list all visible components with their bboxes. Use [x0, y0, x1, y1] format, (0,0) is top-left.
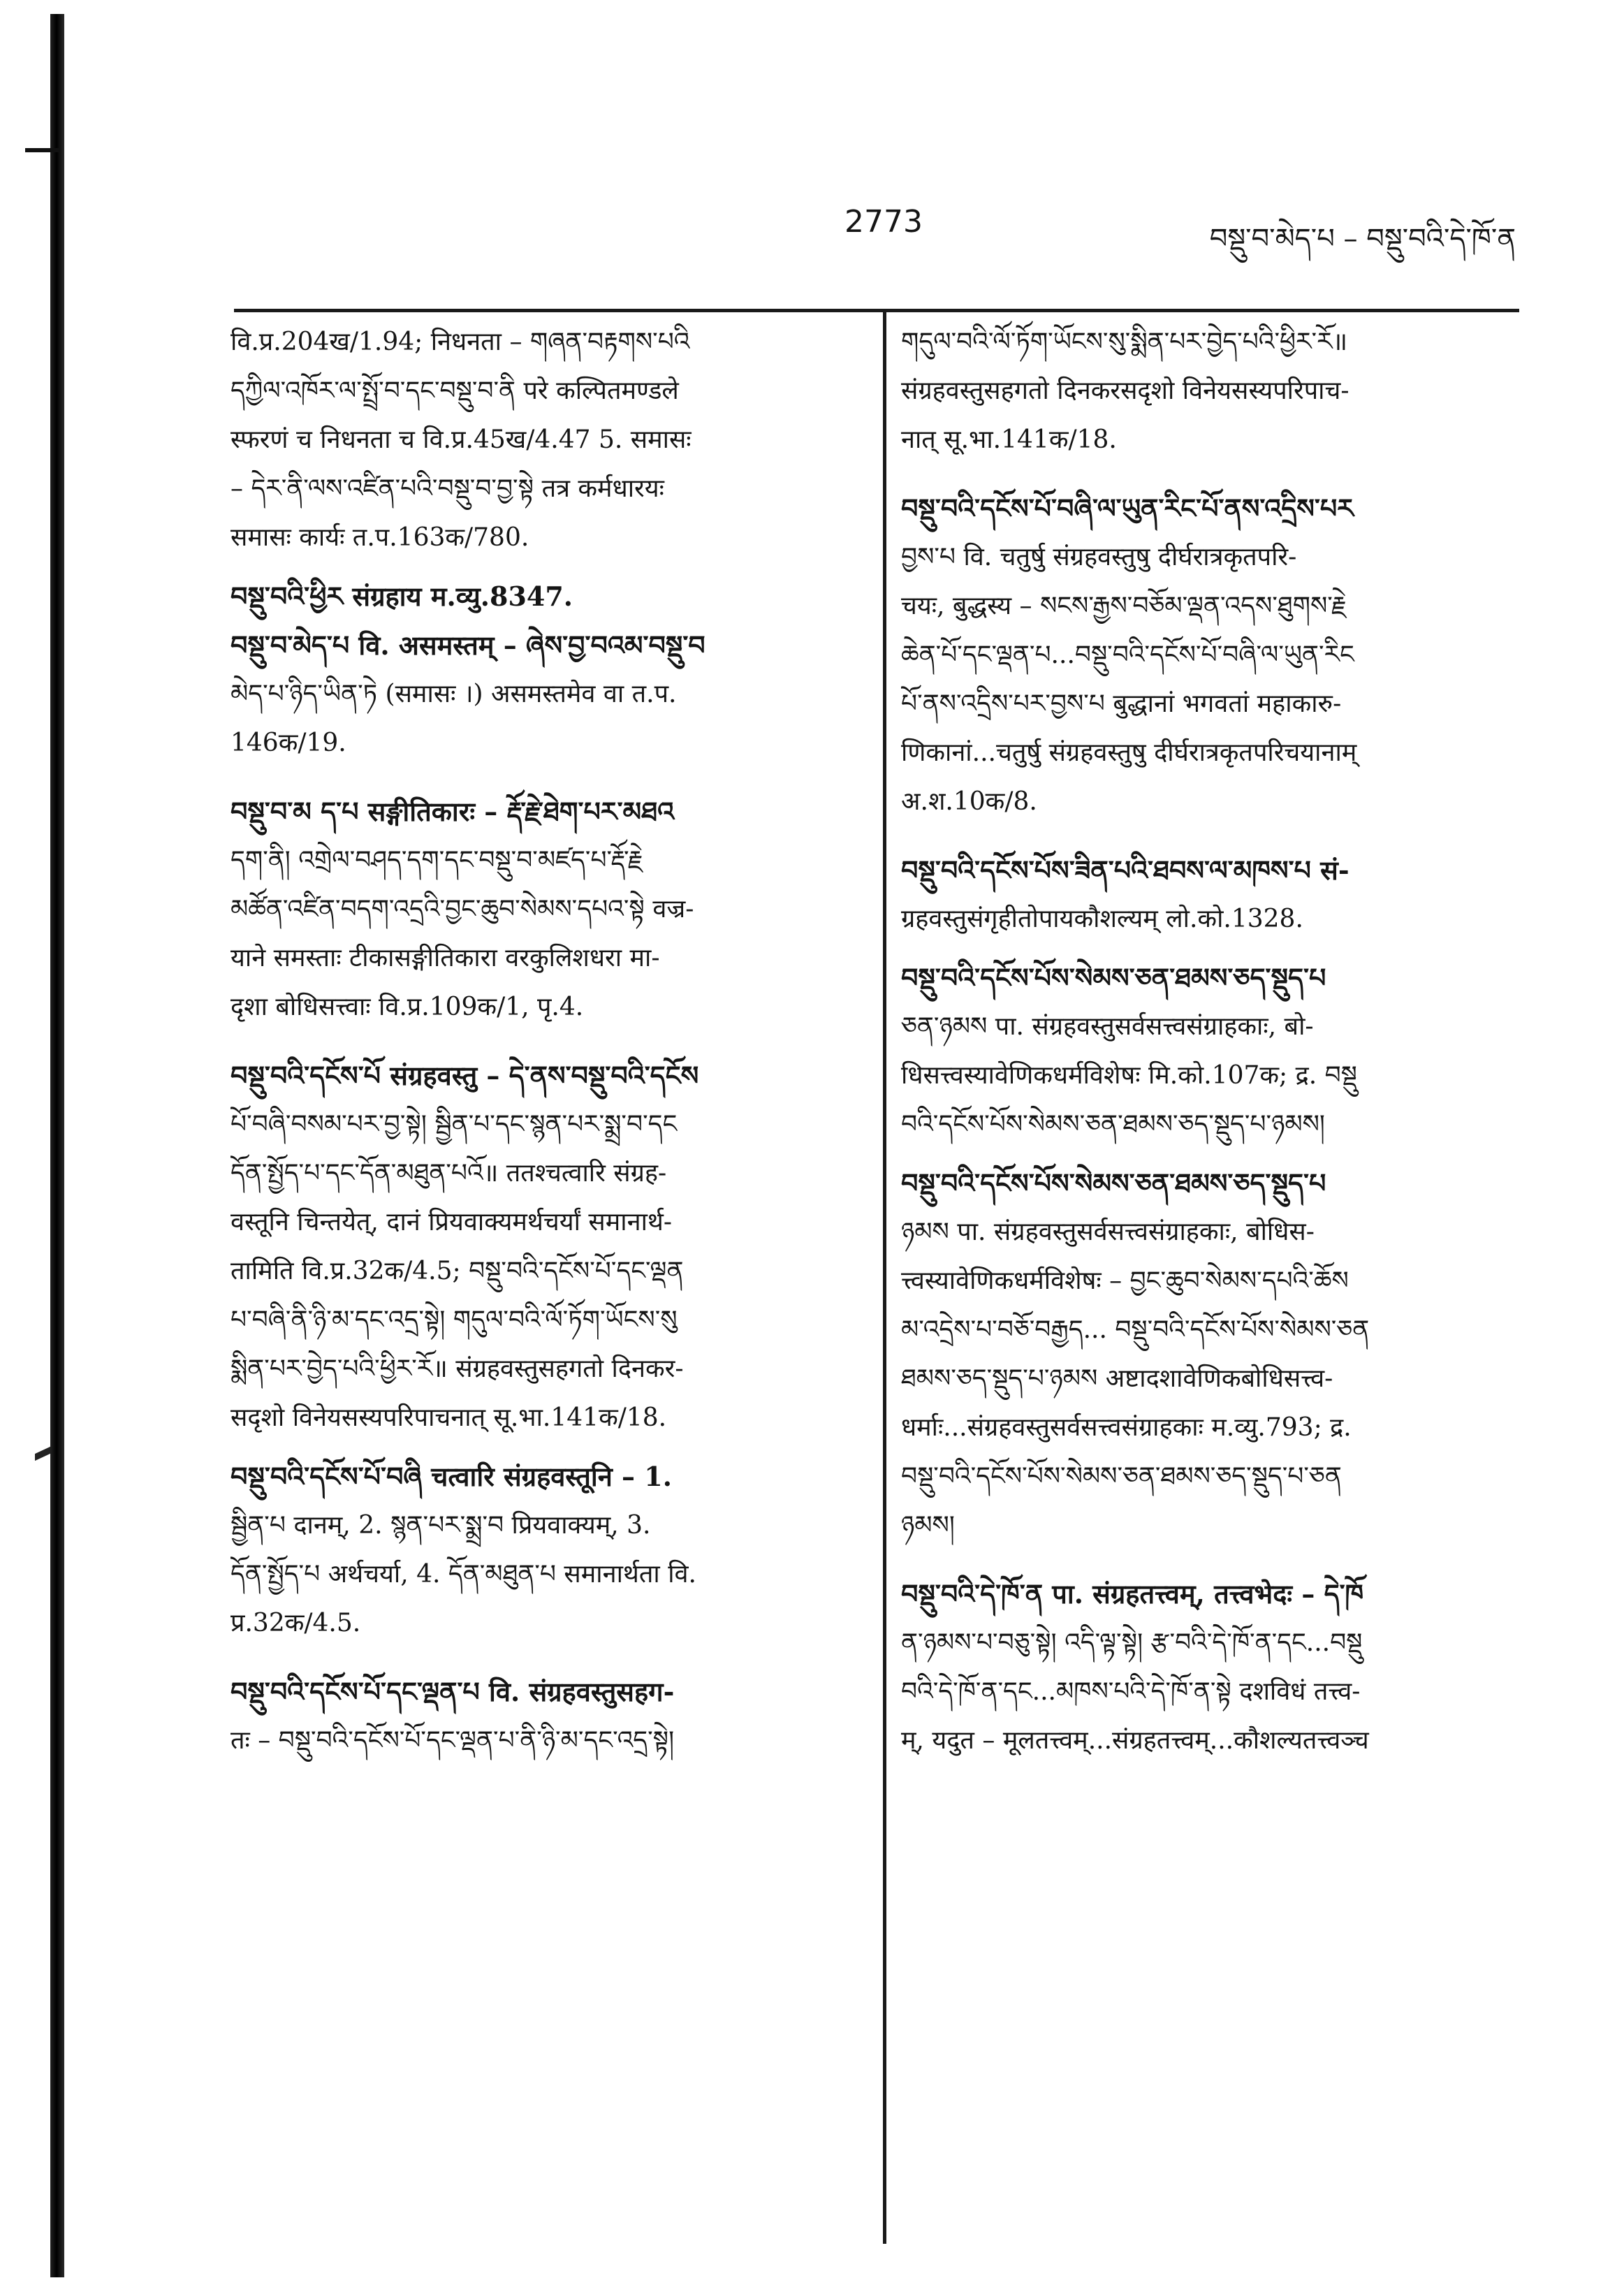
entry-line: याने समस्ताः टीकासङ्गीतिकारा वरकुलिशधरा मा- — [231, 944, 660, 972]
entry-line: वस्तूनि चिन्तयेत्, दानं प्रियवाक्यमर्थचर्यां समानार्थ- — [231, 1208, 673, 1236]
entry-line: ཉམས पा. संग्रहवस्तुसर्वसत्त्वसंग्राहकाः, बोधिस- — [901, 1218, 1315, 1246]
entry-line: नात् सू.भा.141क/18. — [901, 425, 1117, 454]
entry-line: समासः कार्यः त.प.163क/780. — [231, 523, 529, 552]
entry-line: དོན་སྤྱོད་པ་དང་དོན་མཐུན་པའོ॥ ततश्चत्वारि संग्रह- — [231, 1159, 667, 1188]
entry-line: བའི་དངོས་པོས་སེམས་ཅན་ཐམས་ཅད་སྡུད་པ་ཉམས། — [901, 1110, 1325, 1139]
entry-line: བའི་དེ་ཁོ་ན་དང...མཁས་པའི་དེ་ཁོ་ན་སྟེ दशविधं तत्त्व- — [901, 1677, 1361, 1706]
scan-margin-notch — [35, 1447, 50, 1461]
headword-line: བསྡུ་བའི་དངོས་པོས་ཟིན་པའི་ཐབས་ལ་མཁས་པ सं- — [901, 854, 1349, 886]
entry-line: त्त्वस्यावेणिकधर्मविशेषः – བྱང་ཆུབ་སེམས་དཔའི་ཆོས — [901, 1267, 1349, 1295]
left-column — [231, 318, 845, 1765]
entry-line: संग्रहवस्तुसहगतो दिनकरसदृशो विनेयसस्यपरिपाच- — [901, 377, 1349, 405]
entry-line: – དེར་ནི་ལས་འཛིན་པའི་བསྡུ་བ་བྱ་སྟེ तत्र कर्मधारयः — [231, 474, 664, 503]
entry-line: བསྡུ་བའི་དངོས་པོས་སེམས་ཅན་ཐམས་ཅད་སྡུད་པ་ཅན — [901, 1462, 1342, 1491]
entry-line: प्र.32क/4.5. — [231, 1609, 361, 1637]
entry-line: स्फरणं च निधनता च वि.प्र.45ख/4.47 5. समासः — [231, 425, 692, 454]
page-number: 2773 — [844, 204, 923, 240]
entry-line: धर्माः...संग्रहवस्तुसर्वसत्त्वसंग्राहकाः म.व्यु.793; द्र. — [901, 1413, 1352, 1442]
entry-line: म्, यदुत – मूलतत्त्वम्...संग्रहतत्त्वम्...कौशल्यतत्त्वञ्च — [901, 1726, 1369, 1755]
entry-line: གདུལ་བའི་ལོ་ཏོག་ཡོངས་སུ་སྨིན་པར་བྱེད་པའི་ཕྱིར་རོ॥ — [901, 328, 1348, 356]
right-column — [901, 318, 1516, 1765]
entry-line: སྦྱིན་པ दानम्, 2. སྙན་པར་སྨྲ་བ प्रियवाक्यम्, 3. — [231, 1511, 651, 1540]
entry-line: ཅན་ཉམས पा. संग्रहवस्तुसर्वसत्त्वसंग्राहकाः, बो- — [901, 1012, 1314, 1041]
entry-line: अ.श.10क/8. — [901, 787, 1037, 816]
entry-line: དག་ནི། འགྲེལ་བཤད་དག་དང་བསྡུ་བ་མཛད་པ་རྡོ་རྗེ — [231, 846, 643, 875]
entry-line: तः – བསྡུ་བའི་དངོས་པོ་དང་ལྡན་པ་ནི་ཉི་མ་དང་འདྲ་སྟེ། — [231, 1726, 675, 1755]
entry-line: दृशा बोधिसत्त्वाः वि.प्र.109क/1, पृ.4. — [231, 993, 584, 1021]
entry-line: णिकानां...चतुर्षु संग्रहवस्तुषु दीर्घरात्रकृतपरिचयानाम् — [901, 738, 1357, 767]
entry-line: བྱས་པ वि. चतुर्षु संग्रहवस्तुषु दीर्घरात्रकृतपरि- — [901, 543, 1297, 571]
entry-line: चयः, बुद्धस्य – སངས་རྒྱས་བཅོམ་ལྡན་འདས་ཐུགས་རྗེ — [901, 592, 1347, 620]
headword-line: བསྡུ་བ་མེད་པ वि. असमस्तम् – ཞེས་བྱ་བའམ་བསྡུ་བ — [231, 629, 705, 661]
entry-line: ग्रहवस्तुसंगृहीतोपायकौशल्यम् लो.को.1328. — [901, 905, 1303, 933]
headword-line: བསྡུ་བའི་དངོས་པོ་བཞི चत्वारि संग्रहवस्तूनि – 1. — [231, 1461, 672, 1492]
headword-line: བསྡུ་བའི་དངོས་པོ संग्रहवस्तु – དེ་ནས་བསྡུ་བའི་དངོས — [231, 1060, 699, 1091]
entry-line: ཆེན་པོ་དང་ལྡན་པ...བསྡུ་བའི་དངོས་པོ་བཞི་ལ་ཡུན་རིང — [901, 641, 1354, 669]
headword-line: བསྡུ་བའི་དངོས་པོས་སེམས་ཅན་ཐམས་ཅད་སྡུད་པ — [901, 962, 1326, 993]
entry-line: མ་འདྲེས་པ་བཅོ་བརྒྱད... བསྡུ་བའི་དངོས་པོས་སེམས་ཅན — [901, 1315, 1370, 1344]
header-rule — [234, 309, 1519, 312]
entry-line: 146क/19. — [231, 729, 346, 757]
entry-line: सदृशो विनेयसस्यपरिपाचनात् सू.भा.141क/18. — [231, 1403, 667, 1432]
column-divider — [883, 309, 886, 2244]
scan-margin-mark — [25, 148, 60, 152]
entry-line: པ་བཞི་ནི་ཉི་མ་དང་འདྲ་སྟེ། གདུལ་བའི་ལོ་ཏོག་ཡོངས་སུ — [231, 1306, 678, 1334]
entry-line: མེད་པ་ཉིད་ཡིན་ཏེ (समासः ।) असमस्तमेव वा त.प. — [231, 680, 677, 708]
entry-line: ཐམས་ཅད་སྡུད་པ་ཉམས अष्टादशावेणिकबोधिसत्त्व- — [901, 1364, 1333, 1393]
scan-binding-edge — [50, 14, 64, 2277]
headword-line: བསྡུ་བའི་དེ་ཁོ་ན पा. संग्रहतत्त्वम्, तत्त्वभेदः – དེ་ཁོ — [901, 1578, 1364, 1609]
headword-line: བསྡུ་བའི་དངོས་པོས་སེམས་ཅན་ཐམས་ཅད་སྡུད་པ — [901, 1167, 1326, 1199]
entry-line: वि.प्र.204ख/1.94; निधनता – གཞན་བརྟགས་པའི — [231, 328, 690, 356]
entry-line: ན་ཉམས་པ་བཅུ་སྟེ། འདི་ལྟ་སྟེ། རྩ་བའི་དེ་ཁོ་ན་དང...བསྡུ — [901, 1628, 1363, 1657]
headword-line: བསྡུ་བའི་ཕྱིར संग्रहाय म.व्यु.8347. — [231, 581, 573, 612]
entry-line: མཚོན་འཛིན་བདག་འདྲའི་བྱང་ཆུབ་སེམས་དཔའ་སྟེ वज्र- — [231, 895, 694, 924]
entry-line: तामिति वि.प्र.32क/4.5; བསྡུ་བའི་དངོས་པོ་དང་ལྡན — [231, 1257, 684, 1285]
entry-line: དཀྱིལ་འཁོར་ལ་སྤྲོ་བ་དང་བསྡུ་བ་ནི परे कल्पितमण्डले — [231, 377, 679, 405]
entry-line: སྨིན་པར་བྱེད་པའི་ཕྱིར་རོ॥ संग्रहवस्तुसहगतो दिनकर- — [231, 1355, 684, 1383]
entry-line: ཉམས། — [901, 1511, 955, 1540]
entry-line: धिसत्त्वस्यावेणिकधर्मविशेषः मि.को.107क; द्र. བསྡུ — [901, 1061, 1357, 1090]
headword-line: བསྡུ་བའི་དངོས་པོ་དང་ལྡན་པ वि. संग्रहवस्तुसहग- — [231, 1676, 675, 1707]
running-head: བསྡུ་བ་མེད་པ – བསྡུ་བའི་དེ་ཁོ་ན — [1209, 223, 1516, 255]
entry-line: པོ་ནས་འདྲིས་པར་བྱས་པ बुद्धानां भगवतां महाकारु- — [901, 689, 1342, 718]
headword-line: བསྡུ་བའི་དངོས་པོ་བཞི་ལ་ཡུན་རིང་པོ་ནས་འདྲིས་པར — [901, 492, 1354, 524]
headword-line: བསྡུ་བ་མ ད་པ सङ्गीतिकारः – རྡོ་རྗེ་ཐེག་པར་མཐའ — [231, 796, 675, 827]
entry-line: པོ་བཞི་བསམ་པར་བྱ་སྟེ། སྦྱིན་པ་དང་སྙན་པར་སྨྲ་བ་དང — [231, 1110, 678, 1139]
entry-line: དོན་སྤྱོད་པ अर्थचर्या, 4. དོན་མཐུན་པ समानार्थता वि. — [231, 1560, 696, 1589]
